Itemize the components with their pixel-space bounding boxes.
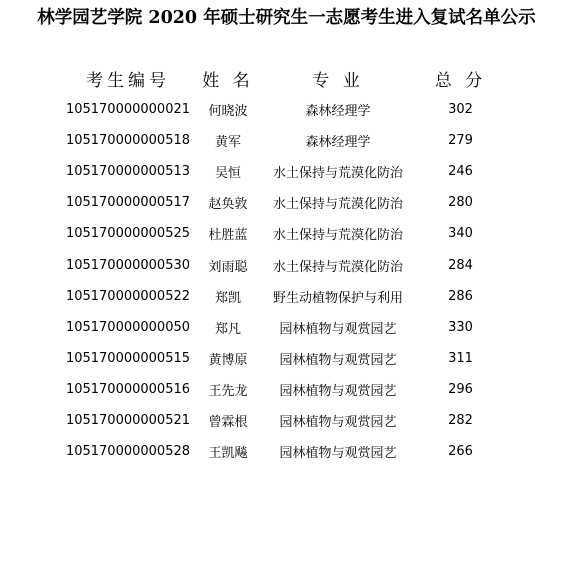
candidate-id-cell: 105170000000050 <box>65 319 191 335</box>
table-row <box>58 94 503 125</box>
table-row <box>58 405 503 436</box>
major-cell: 水土保持与荒漠化防治 <box>272 259 403 275</box>
major-cell: 水土保持与荒漠化防治 <box>272 197 403 213</box>
score-cell: 284 <box>448 257 473 273</box>
candidate-id-cell: 105170000000021 <box>65 102 191 118</box>
candidate-id-cell: 105170000000522 <box>65 288 191 304</box>
table-row <box>58 187 503 218</box>
major-cell: 园林植物与观赏园艺 <box>279 352 397 368</box>
candidate-id-cell: 105170000000513 <box>65 164 191 180</box>
candidate-id-cell: 105170000000518 <box>65 133 191 149</box>
table-row <box>58 312 503 343</box>
major-cell: 森林经理学 <box>305 135 371 151</box>
candidate-name-cell: 吴恒 <box>214 166 241 182</box>
score-cell: 302 <box>448 102 473 118</box>
table-row <box>58 249 503 280</box>
candidate-name-cell: 杜胜蓝 <box>208 228 248 244</box>
header-total-score: 总 分 <box>434 71 487 91</box>
table-header-row <box>58 63 503 94</box>
candidate-id-cell: 105170000000521 <box>65 412 191 428</box>
score-cell: 311 <box>448 350 473 366</box>
header-name: 姓 名 <box>202 71 254 91</box>
header-major: 专 业 <box>312 71 364 91</box>
score-cell: 279 <box>448 133 473 149</box>
candidate-id-cell: 105170000000530 <box>65 257 191 273</box>
candidate-name-cell: 赵奂敦 <box>208 197 248 213</box>
candidate-name-cell: 郑凡 <box>214 321 241 337</box>
major-cell: 园林植物与观赏园艺 <box>279 321 397 337</box>
table-row <box>58 436 503 467</box>
score-cell: 286 <box>448 288 473 304</box>
score-cell: 280 <box>448 195 473 211</box>
major-cell: 水土保持与荒漠化防治 <box>272 228 403 244</box>
major-cell: 森林经理学 <box>305 104 371 120</box>
score-cell: 340 <box>448 226 473 242</box>
table-row <box>58 281 503 312</box>
table-row <box>58 156 503 187</box>
score-cell: 266 <box>448 444 473 460</box>
candidate-id-cell: 105170000000525 <box>65 226 191 242</box>
candidate-id-cell: 105170000000516 <box>65 381 191 397</box>
candidate-name-cell: 郑凯 <box>214 290 241 306</box>
candidate-id-cell: 105170000000515 <box>65 350 191 366</box>
table-row <box>58 374 503 405</box>
candidate-name-cell: 黄军 <box>214 135 241 151</box>
table-row <box>58 343 503 374</box>
score-cell: 246 <box>448 164 473 180</box>
major-cell: 园林植物与观赏园艺 <box>279 446 397 462</box>
page-title: 林学园艺学院 2020 年硕士研究生一志愿考生进入复试名单公示 <box>37 8 536 28</box>
candidate-name-cell: 刘雨聪 <box>208 259 248 275</box>
candidate-name-cell: 王凯飚 <box>208 446 248 462</box>
candidate-name-cell: 黄博原 <box>208 352 248 368</box>
major-cell: 园林植物与观赏园艺 <box>279 383 397 399</box>
candidate-name-cell: 何晓波 <box>208 104 248 120</box>
candidate-id-cell: 105170000000528 <box>65 444 191 460</box>
candidate-id-cell: 105170000000517 <box>65 195 191 211</box>
score-cell: 296 <box>448 381 473 397</box>
candidate-table <box>58 63 503 467</box>
header-candidate-id: 考生编号 <box>86 71 170 91</box>
major-cell: 野生动植物保护与利用 <box>272 290 403 306</box>
table-row <box>58 218 503 249</box>
table-row <box>58 125 503 156</box>
candidate-name-cell: 王先龙 <box>208 383 248 399</box>
candidate-name-cell: 曾霖根 <box>208 414 248 430</box>
major-cell: 园林植物与观赏园艺 <box>279 414 397 430</box>
score-cell: 330 <box>448 319 473 335</box>
major-cell: 水土保持与荒漠化防治 <box>272 166 403 182</box>
score-cell: 282 <box>448 412 473 428</box>
